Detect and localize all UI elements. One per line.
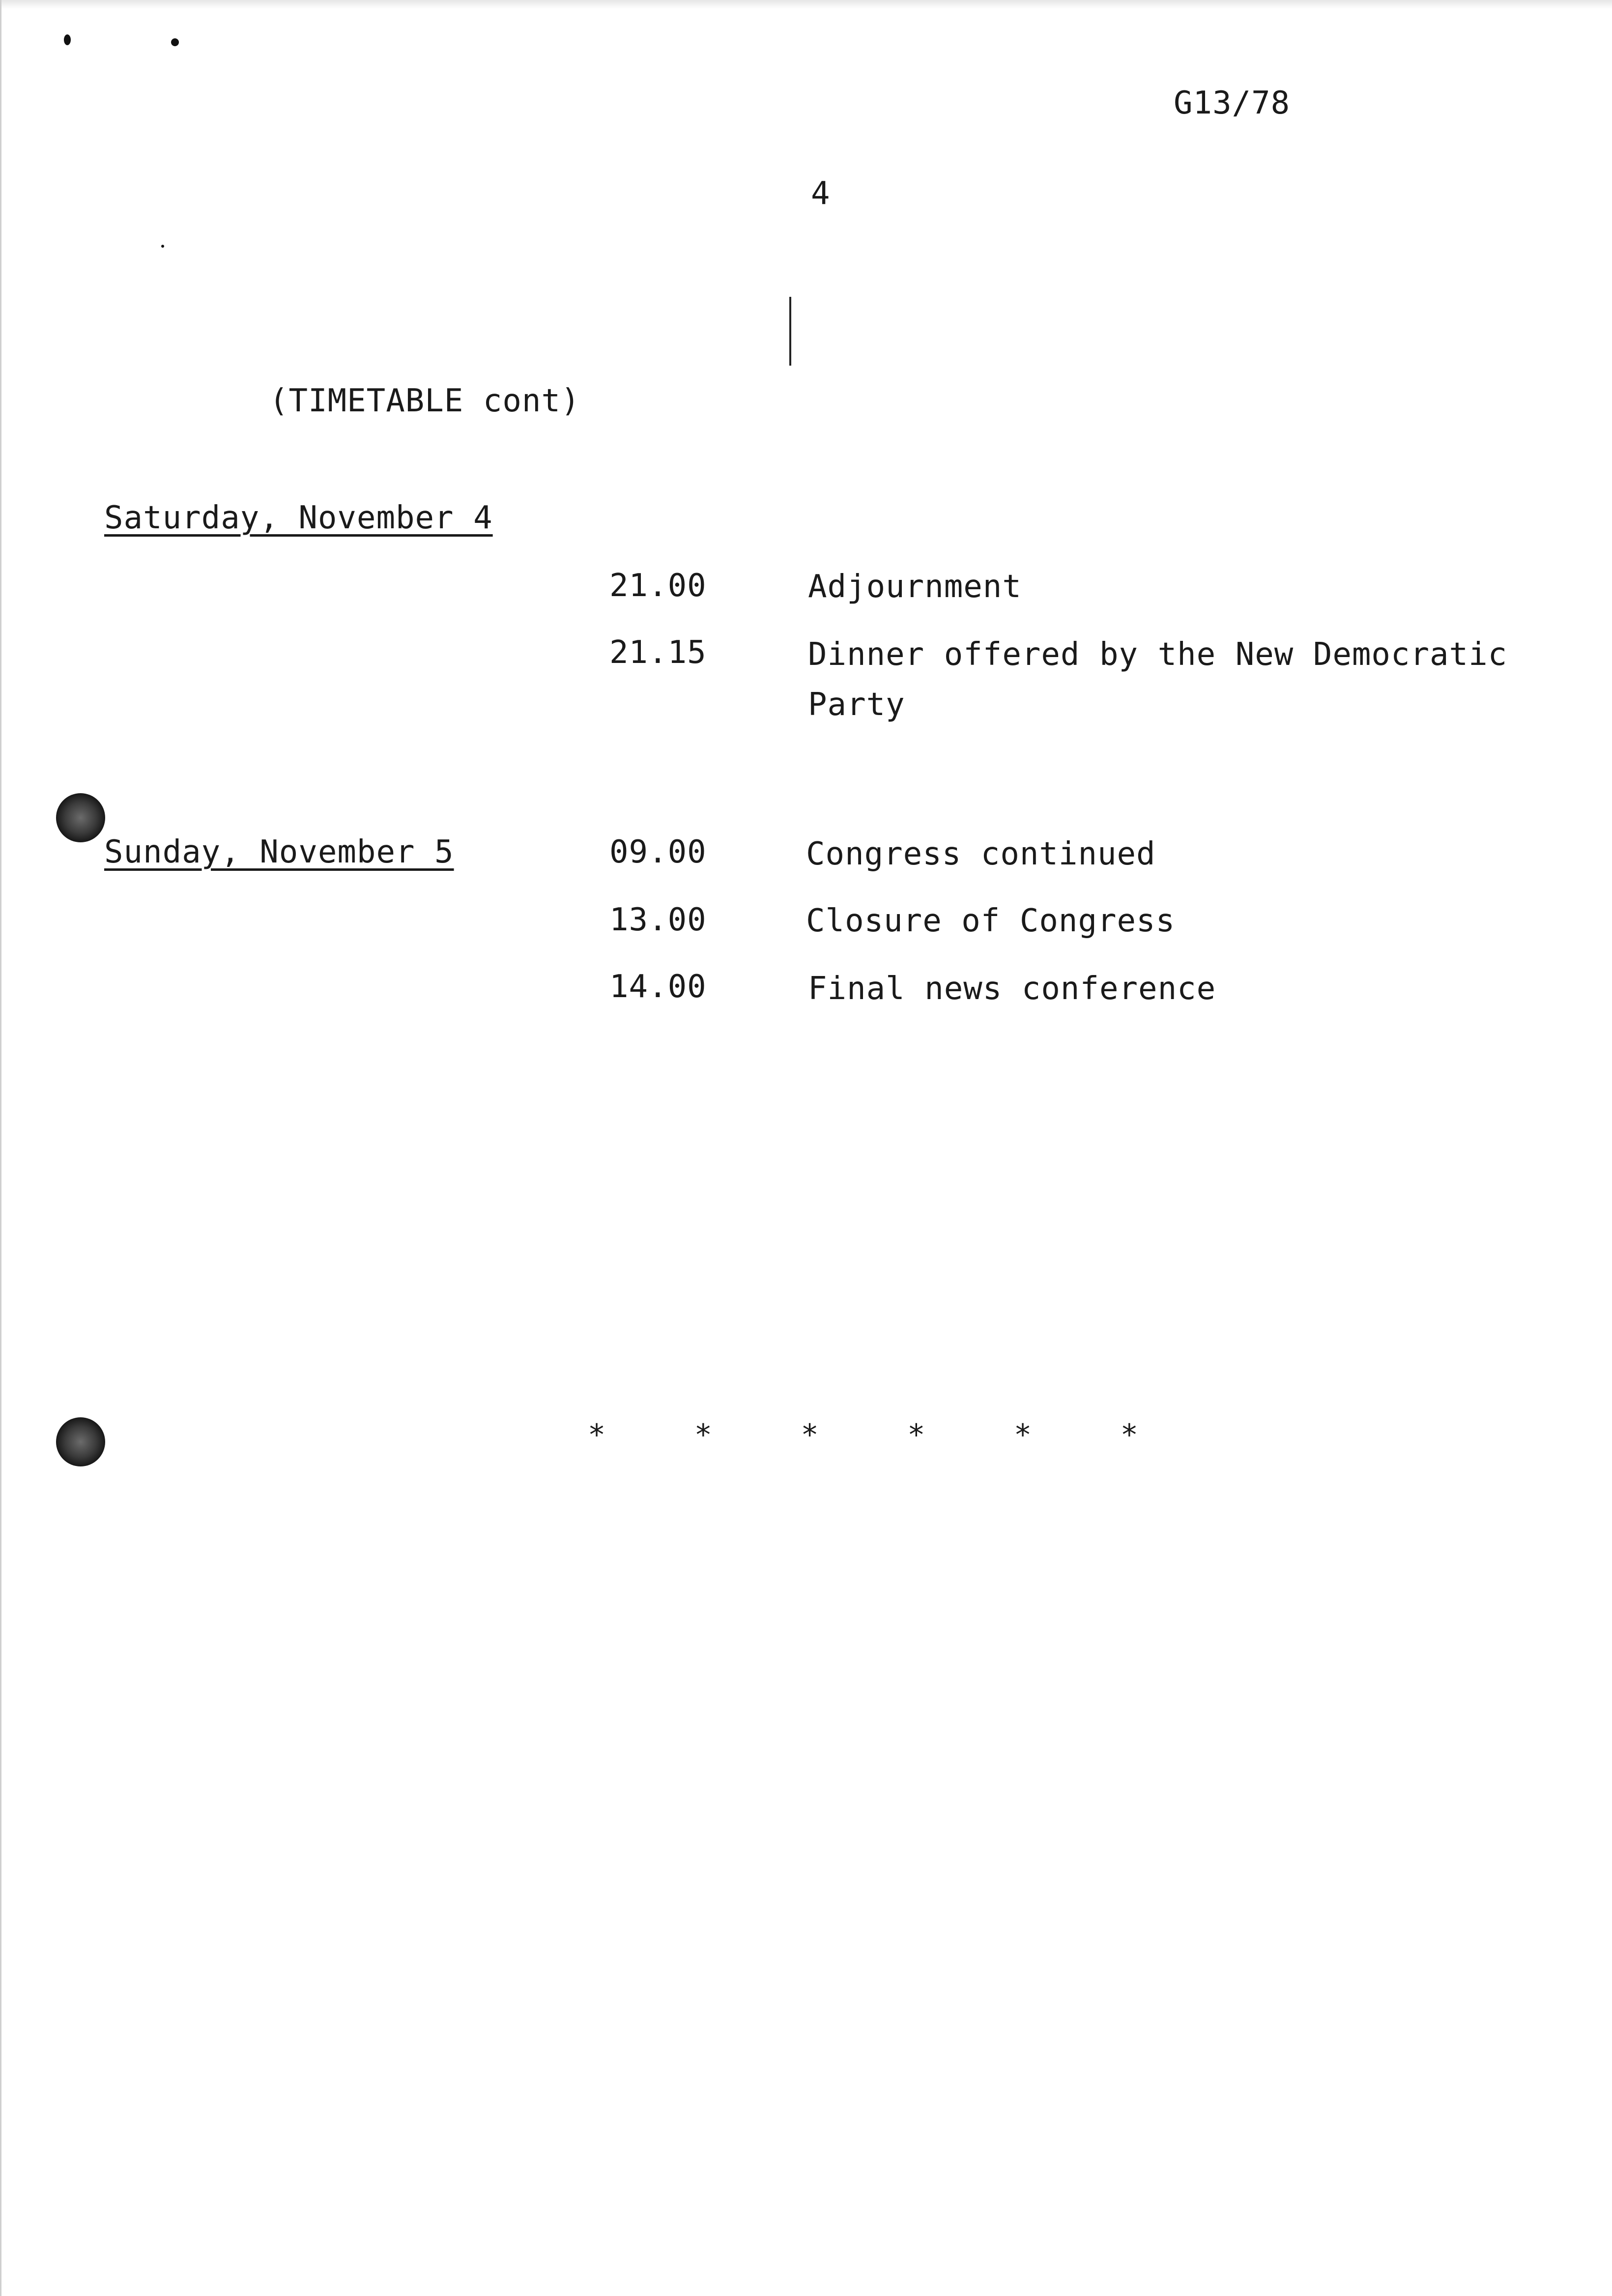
section-heading: (TIMETABLE cont)	[269, 383, 580, 419]
schedule-event: Final news conference	[808, 971, 1216, 1007]
day-label-sunday: Sunday, November 5	[104, 834, 454, 870]
end-of-section-mark: * * * * * *	[588, 1418, 1138, 1452]
punch-hole	[56, 793, 105, 842]
schedule-time: 21.15	[609, 634, 707, 671]
schedule-time: 09.00	[609, 834, 707, 870]
schedule-time: 21.00	[609, 568, 707, 604]
scan-speck	[161, 245, 164, 248]
schedule-event-continuation: Party	[808, 687, 905, 723]
schedule-event: Adjournment	[808, 569, 1022, 605]
scan-speck	[171, 38, 179, 46]
scan-speck	[64, 34, 71, 45]
schedule-time: 14.00	[609, 969, 707, 1005]
schedule-event: Dinner offered by the New Democratic	[808, 636, 1508, 673]
schedule-event: Congress continued	[806, 836, 1156, 872]
punch-hole	[56, 1417, 105, 1466]
document-reference: G13/78	[1174, 85, 1291, 121]
scan-top-edge	[0, 0, 1612, 9]
schedule-time: 13.00	[609, 902, 707, 938]
scan-left-edge	[0, 0, 1, 2296]
page-number: 4	[811, 175, 831, 212]
margin-mark	[789, 297, 791, 366]
schedule-event: Closure of Congress	[806, 903, 1176, 939]
day-label-saturday: Saturday, November 4	[104, 500, 493, 536]
